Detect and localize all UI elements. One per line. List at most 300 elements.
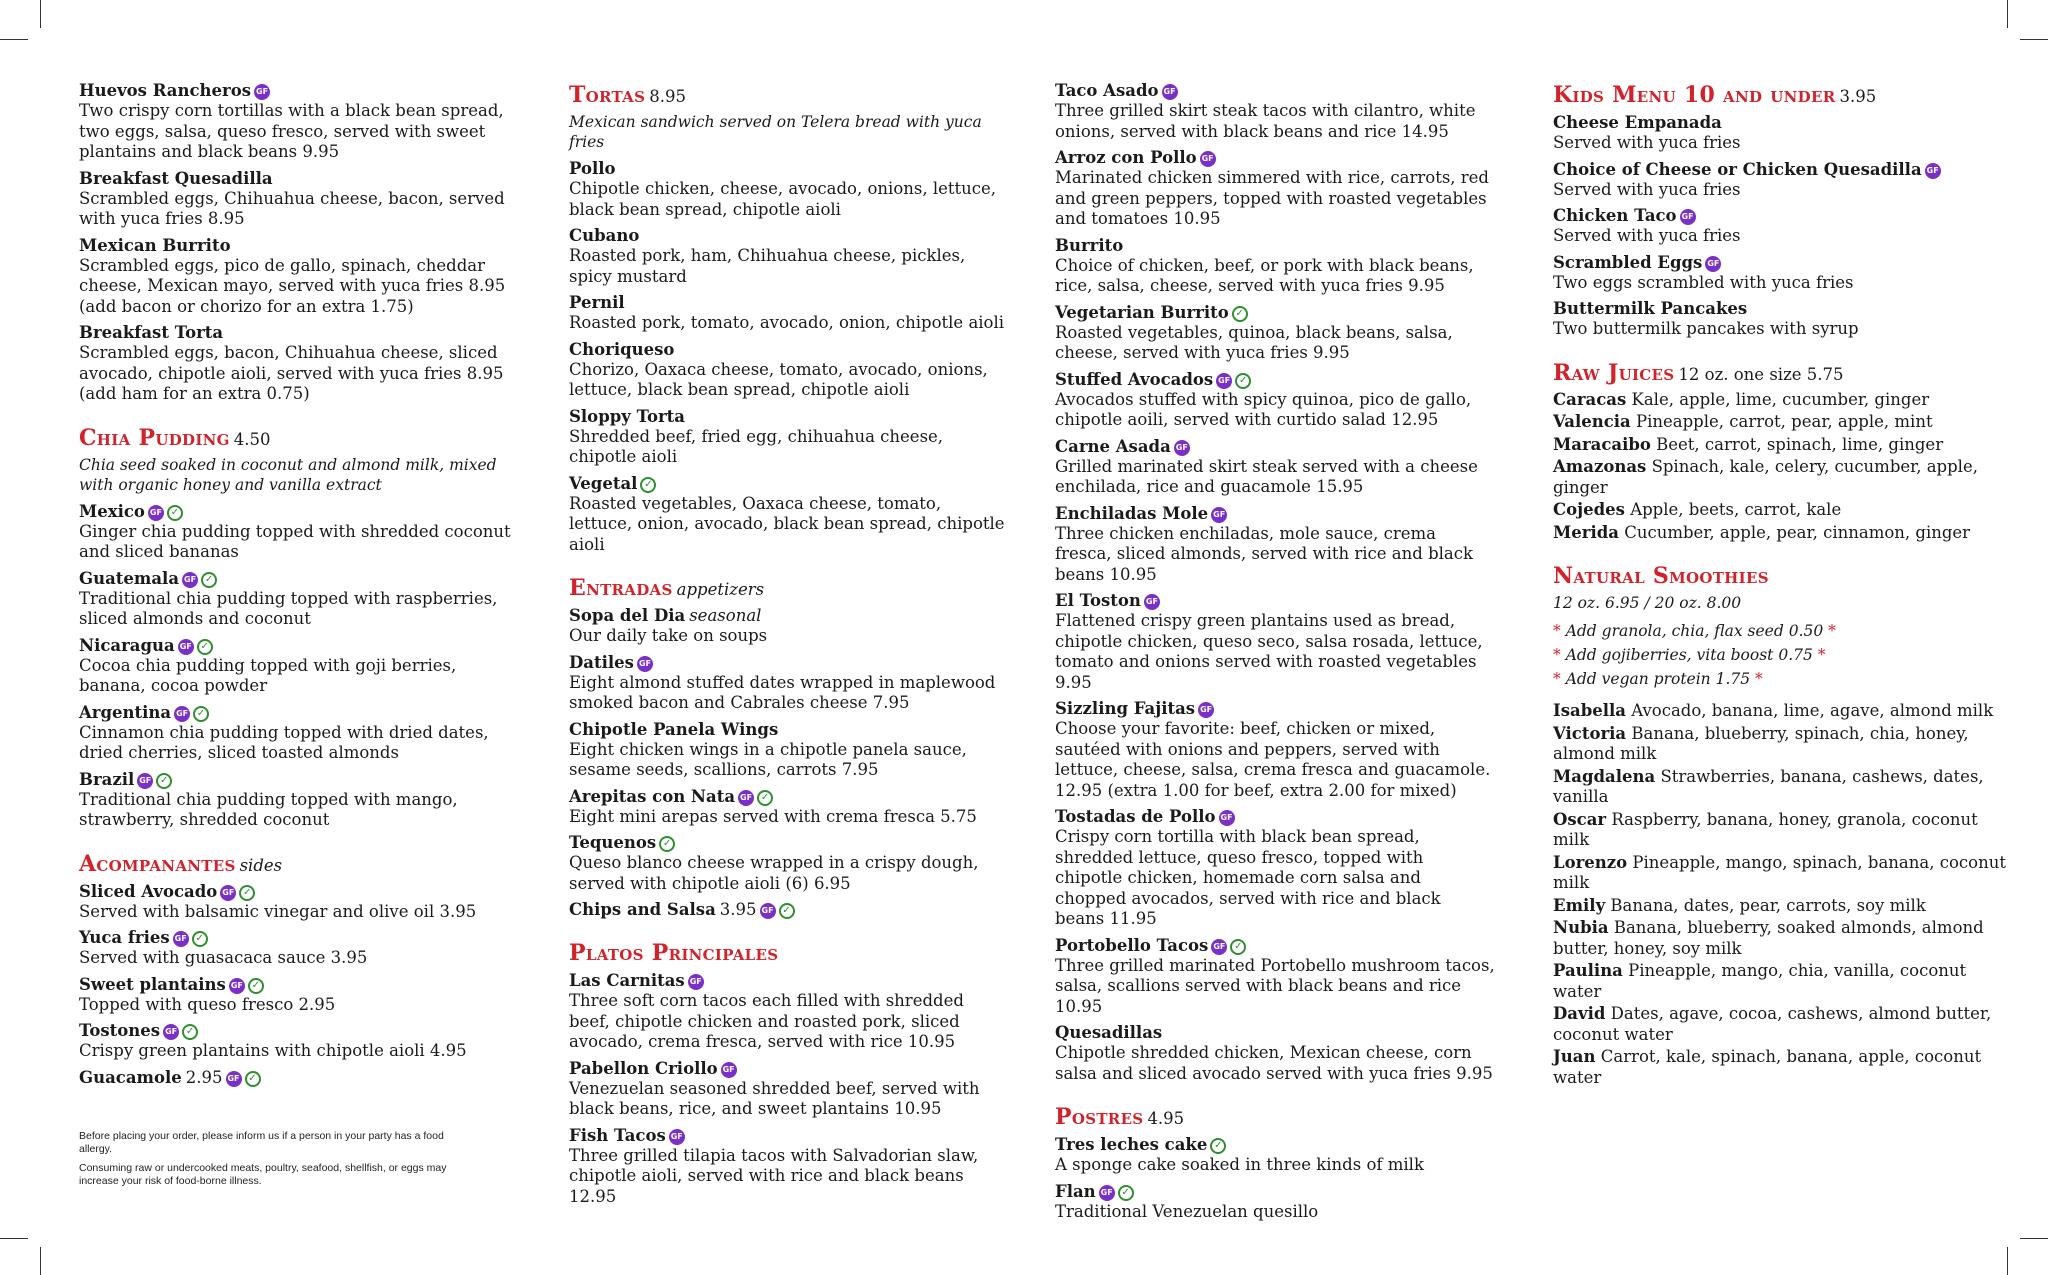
item-name: Scrambled Eggs: [1553, 252, 1703, 272]
menu-item: [79, 881, 519, 923]
asterisk-icon: *: [1812, 646, 1826, 664]
section-header: [79, 423, 519, 455]
menu-item: [79, 80, 519, 163]
menu-item: [569, 473, 1009, 556]
item-description: Ginger chia pudding topped with shredded coconut and sliced bananas: [79, 521, 511, 561]
section-title: Platos Principales: [569, 940, 779, 966]
menu-item: [1055, 436, 1495, 498]
item-name: Merida: [1553, 522, 1619, 542]
section-title: Acompanantes: [79, 850, 236, 877]
item-description: Crispy green plantains with chipotle aioli 4.95: [79, 1041, 467, 1060]
item-name: Vegetarian Burrito: [1055, 302, 1229, 322]
vegetarian-icon: ✓: [192, 931, 208, 947]
item-description: Our daily take on soups: [569, 626, 768, 645]
item-description: Avocados stuffed with spicy quinoa, pico de gallo, chipotle aoili, served with curtido salad 12.95: [1055, 389, 1472, 429]
menu-section: [1553, 358, 2013, 544]
item-description: Served with yuca fries: [1553, 179, 1741, 199]
gluten-free-icon: GF: [1144, 594, 1160, 610]
crop-mark: [40, 0, 41, 28]
item-header: [79, 1020, 519, 1041]
section-header: [1055, 1102, 1495, 1134]
crop-mark: [2007, 0, 2008, 28]
gluten-free-icon: GF: [688, 974, 704, 990]
menu-item: [569, 719, 1009, 781]
section-header: [79, 849, 519, 881]
item-description: Flattened crispy green plantains used as bread, chipotle chicken, queso seco, salsa rosada, lettuce, tomato and onions served with roasted vegetables 9.95: [1055, 611, 1483, 692]
item-name: Yuca fries: [79, 928, 170, 947]
item-header: [1055, 369, 1495, 390]
section-header: [1553, 80, 2013, 112]
menu-column-4: [1553, 80, 2013, 1090]
item-name: Guatemala: [79, 568, 180, 588]
item-name: Vegetal: [569, 473, 638, 493]
gluten-free-icon: GF: [173, 931, 189, 947]
vegetarian-icon: ✓: [1232, 306, 1248, 322]
section-price: 12 oz. one size 5.75: [1678, 364, 1844, 384]
gluten-free-icon: GF: [760, 903, 776, 919]
item-description: Carrot, kale, spinach, banana, apple, coconut water: [1553, 1047, 1982, 1087]
menu-section: [1055, 80, 1495, 1084]
vegetarian-icon: ✓: [640, 477, 656, 493]
asterisk-icon: *: [1553, 670, 1566, 688]
item-description: Scrambled eggs, pico de gallo, spinach, cheddar cheese, Mexican mayo, served with yuca fries 8.95 (add bacon or chorizo for an extra 1.75): [79, 255, 506, 316]
menu-item: [569, 406, 1009, 468]
item-name: Stuffed Avocados: [1055, 369, 1214, 389]
item-description: Venezuelan seasoned shredded beef, served with black beans, rice, and sweet plantains 10.95: [569, 1078, 980, 1118]
crop-mark: [0, 39, 28, 40]
item-header: [1055, 80, 1495, 101]
gluten-free-icon: GF: [669, 1129, 685, 1145]
item-price: 3.95: [719, 900, 757, 919]
item-description: Marinated chicken simmered with rice, carrots, red and green peppers, topped with roasted vegetables and tomatoes 10.95: [1055, 168, 1489, 228]
item-header: [1055, 147, 1495, 168]
menu-item: [1553, 961, 2013, 1002]
section-header: [569, 80, 1009, 112]
item-name: Flan: [1055, 1181, 1096, 1201]
item-name: El Toston: [1055, 591, 1141, 610]
addon-option: [1553, 643, 2013, 667]
menu-item: [79, 702, 519, 764]
menu-column-1: [79, 80, 519, 1093]
vegetarian-icon: ✓: [1118, 1185, 1134, 1201]
item-description: Eight mini arepas served with crema fresca 5.75: [569, 806, 977, 826]
item-name: Isabella: [1553, 701, 1626, 720]
item-description: Traditional chia pudding topped with mango, strawberry, shredded coconut: [79, 789, 458, 829]
item-header: [1055, 436, 1495, 457]
section-note: 12 oz. 6.95 / 20 oz. 8.00: [1553, 594, 1742, 612]
menu-item: [79, 235, 519, 318]
item-name: Valencia: [1553, 412, 1631, 431]
gluten-free-icon: GF: [1198, 702, 1214, 718]
vegetarian-icon: ✓: [248, 978, 264, 994]
item-header: [79, 769, 519, 790]
section-title: Postres: [1055, 1104, 1144, 1130]
item-name: Pabellon Criollo: [569, 1058, 718, 1078]
menu-item: [569, 292, 1009, 334]
menu-section: [79, 849, 519, 1088]
item-description: Spinach, kale, celery, cucumber, apple, ginger: [1553, 457, 1978, 497]
section-title: Tortas: [569, 82, 646, 108]
item-name: Breakfast Quesadilla: [79, 168, 273, 188]
menu-item: [1055, 1022, 1495, 1084]
menu-item: [1553, 252, 2013, 294]
item-description: Traditional Venezuelan quesillo: [1055, 1201, 1319, 1221]
section-subtitle: sides: [239, 855, 283, 875]
item-description: Cinnamon chia pudding topped with dried dates, dried cherries, sliced toasted almonds: [79, 722, 489, 762]
vegetarian-icon: ✓: [193, 706, 209, 722]
item-description: Three soft corn tacos each filled with shredded beef, chipotle chicken and roasted pork, sliced avocado, crema fresca, served with rice 10.95: [569, 991, 964, 1051]
menu-item: [1055, 1134, 1495, 1176]
menu-section: [1553, 561, 2013, 1088]
gluten-free-icon: GF: [137, 773, 153, 789]
item-name: Magdalena: [1553, 766, 1656, 786]
menu-item: [1553, 412, 2013, 433]
section-title: Entradas: [569, 575, 673, 601]
item-header: [1055, 1134, 1495, 1155]
gluten-free-icon: GF: [1216, 373, 1232, 389]
vegetarian-icon: ✓: [201, 572, 217, 588]
item-name: Fish Tacos: [569, 1125, 666, 1145]
menu-item: [79, 568, 519, 630]
item-name: Cheese Empanada: [1553, 113, 1722, 132]
menu-item: [1055, 1181, 1495, 1223]
item-description: Raspberry, banana, honey, granola, coconut milk: [1553, 809, 1978, 849]
section-note: Chia seed soaked in coconut and almond milk, mixed with organic honey and vanilla extract: [79, 455, 497, 494]
vegetarian-icon: ✓: [659, 836, 675, 852]
menu-item: [1553, 112, 2013, 154]
item-name: Carne Asada: [1055, 436, 1171, 456]
item-description: Kale, apple, lime, cucumber, ginger: [1631, 389, 1930, 409]
item-description: Pineapple, mango, chia, vanilla, coconut water: [1553, 961, 1967, 1001]
gluten-free-icon: GF: [1219, 810, 1235, 826]
item-header: [79, 702, 519, 723]
allergy-note: Before placing your order, please inform us if a person in your party has a food allergy.: [79, 1130, 444, 1155]
menu-item: [1553, 767, 2013, 808]
gluten-free-icon: GF: [226, 1071, 242, 1087]
item-header: [79, 80, 519, 101]
menu-item: [1553, 918, 2013, 959]
addon-list: [1553, 619, 2013, 691]
menu-column-2: [569, 80, 1009, 1212]
gluten-free-icon: GF: [1200, 151, 1216, 167]
item-name: Sopa del Dia: [569, 606, 686, 625]
item-header: [569, 406, 1009, 427]
section-header: [1553, 561, 2013, 593]
item-name: Lorenzo: [1553, 852, 1628, 872]
section-note: Mexican sandwich served on Telera bread with yuca fries: [569, 113, 982, 151]
item-name: David: [1553, 1004, 1606, 1023]
menu-item: [1553, 896, 2013, 917]
addon-text: Add granola, chia, flax seed 0.50: [1565, 622, 1824, 640]
section-title: Chia Pudding: [79, 424, 230, 451]
item-name: Cojedes: [1553, 500, 1625, 519]
item-description: Queso blanco cheese wrapped in a crispy dough, served with chipotle aioli (6) 6.95: [569, 853, 979, 893]
item-header: [569, 339, 1009, 360]
item-name: Chips and Salsa: [569, 900, 716, 919]
item-name: Mexican Burrito: [79, 235, 231, 255]
item-header: [569, 605, 1009, 626]
menu-item: [79, 168, 519, 230]
gluten-free-icon: GF: [1211, 507, 1227, 523]
item-name: Oscar: [1553, 809, 1607, 829]
menu-item: [79, 927, 519, 969]
item-header: [79, 168, 519, 189]
item-name: Victoria: [1553, 723, 1627, 743]
menu-section: [1055, 1102, 1495, 1222]
item-description: Served with guasacaca sauce 3.95: [79, 948, 368, 967]
item-name: Huevos Rancheros: [79, 81, 252, 100]
crop-mark: [2007, 1247, 2008, 1275]
menu-item: [1055, 147, 1495, 230]
asterisk-icon: *: [1553, 622, 1566, 640]
item-name: Buttermilk Pancakes: [1553, 299, 1748, 318]
gluten-free-icon: GF: [229, 978, 245, 994]
menu-item: [1055, 235, 1495, 297]
gluten-free-icon: GF: [637, 656, 653, 672]
item-description: Grilled marinated skirt steak served with a cheese enchilada, rice and guacamole 15.95: [1055, 456, 1478, 496]
item-price: 2.95: [185, 1067, 223, 1087]
addon-option: [1553, 667, 2013, 691]
crop-mark: [40, 1247, 41, 1275]
gluten-free-icon: GF: [721, 1062, 737, 1078]
item-header: [569, 1125, 1009, 1146]
section-subtitle: appetizers: [676, 580, 765, 599]
gluten-free-icon: GF: [1162, 84, 1178, 100]
menu-item: [569, 339, 1009, 401]
item-description: Apple, beets, carrot, kale: [1630, 500, 1842, 519]
vegetarian-icon: ✓: [1235, 373, 1251, 389]
item-name: Taco Asado: [1055, 81, 1159, 100]
menu-item: [1055, 80, 1495, 142]
item-name: Amazonas: [1553, 457, 1647, 476]
item-header: [79, 974, 519, 995]
menu-item: [1553, 435, 2013, 456]
vegetarian-icon: ✓: [1230, 939, 1246, 955]
item-header: [1553, 205, 2013, 226]
addon-text: Add vegan protein 1.75: [1565, 670, 1751, 688]
item-description: Roasted vegetables, Oaxaca cheese, tomato, lettuce, onion, avocado, black bean spread, chipotle aioli: [569, 493, 1005, 554]
menu-item: [569, 786, 1009, 828]
section-title: Raw Juices: [1553, 359, 1675, 386]
item-header: [569, 225, 1009, 246]
vegetarian-icon: ✓: [757, 790, 773, 806]
item-name: Chipotle Panela Wings: [569, 719, 779, 739]
menu-item: [569, 158, 1009, 220]
item-name: Quesadillas: [1055, 1023, 1163, 1042]
item-name: Mexico: [79, 501, 145, 521]
item-name: Paulina: [1553, 961, 1623, 980]
item-name: Enchiladas Mole: [1055, 503, 1209, 523]
raw-food-note: Consuming raw or undercooked meats, poultry, seafood, shellfish, or eggs may increase your risk of food-borne illness.: [79, 1162, 447, 1187]
vegetarian-icon: ✓: [156, 773, 172, 789]
item-description: Two buttermilk pancakes with syrup: [1553, 319, 1859, 338]
item-header: [79, 635, 519, 656]
item-description: Served with balsamic vinegar and olive oil 3.95: [79, 901, 477, 921]
item-header: [79, 881, 519, 902]
vegetarian-icon: ✓: [239, 885, 255, 901]
vegetarian-icon: ✓: [245, 1071, 261, 1087]
section-header: [569, 573, 1009, 605]
item-header: [569, 652, 1009, 673]
crop-mark: [2020, 1238, 2048, 1239]
item-header: [1055, 1181, 1495, 1202]
menu-item: [569, 899, 1009, 920]
item-description: Avocado, banana, lime, agave, almond milk: [1631, 701, 1994, 720]
menu-item: [1553, 390, 2013, 411]
vegetarian-icon: ✓: [779, 903, 795, 919]
menu-item: [1055, 935, 1495, 1018]
item-header: [569, 786, 1009, 807]
gluten-free-icon: GF: [1705, 256, 1721, 272]
item-description: Eight chicken wings in a chipotle panela sauce, sesame seeds, scallions, carrots 7.95: [569, 739, 967, 779]
gluten-free-icon: GF: [182, 572, 198, 588]
item-header: [1553, 112, 2013, 133]
section-price: 4.95: [1147, 1109, 1185, 1128]
item-description: Chorizo, Oaxaca cheese, tomato, avocado, onions, lettuce, black bean spread, chipotle aioli: [569, 359, 988, 399]
item-description: Served with yuca fries: [1553, 226, 1741, 245]
item-name: Portobello Tacos: [1055, 935, 1209, 955]
section-header: [569, 938, 1009, 970]
item-name: Chicken Taco: [1553, 206, 1677, 225]
allergy-notes: [79, 1130, 459, 1194]
crop-mark: [2020, 39, 2048, 40]
item-description: Three grilled skirt steak tacos with cilantro, white onions, served with black beans and rice 14.95: [1055, 101, 1476, 141]
gluten-free-icon: GF: [254, 84, 270, 100]
gluten-free-icon: GF: [178, 639, 194, 655]
menu-item: [1055, 698, 1495, 801]
menu-item: [1553, 853, 2013, 894]
menu-item: [569, 225, 1009, 287]
menu-item: [1055, 806, 1495, 930]
item-header: [79, 1067, 519, 1088]
menu-item: [1553, 1004, 2013, 1045]
asterisk-icon: *: [1750, 670, 1763, 688]
item-name: Sliced Avocado: [79, 881, 218, 901]
item-description: Shredded beef, fried egg, chihuahua cheese, chipotle aioli: [569, 426, 944, 466]
item-name: Burrito: [1055, 235, 1124, 255]
item-tag: seasonal: [689, 606, 762, 625]
item-name: Tostones: [79, 1021, 161, 1040]
menu-item: [1553, 500, 2013, 521]
menu-item: [79, 635, 519, 697]
section-title: Kids Menu 10 and under: [1553, 82, 1836, 108]
item-header: [79, 235, 519, 256]
gluten-free-icon: GF: [738, 790, 754, 806]
menu-section: [569, 573, 1009, 920]
item-name: Arroz con Pollo: [1055, 148, 1197, 167]
item-description: Banana, dates, pear, carrots, soy milk: [1610, 895, 1926, 915]
item-description: Chipotle shredded chicken, Mexican cheese, corn salsa and sliced avocado served with yuca fries 9.95: [1055, 1043, 1493, 1083]
item-name: Juan: [1553, 1047, 1596, 1066]
item-header: [1055, 935, 1495, 956]
gluten-free-icon: GF: [220, 885, 236, 901]
item-header: [569, 719, 1009, 740]
section-header: [1553, 358, 2013, 390]
item-header: [79, 501, 519, 522]
item-description: Beet, carrot, spinach, lime, ginger: [1656, 434, 1944, 454]
item-name: Tres leches cake: [1055, 1135, 1208, 1154]
item-description: Banana, blueberry, soaked almonds, almond butter, honey, soy milk: [1553, 918, 1984, 958]
menu-item: [79, 501, 519, 563]
menu-item: [569, 652, 1009, 714]
item-header: [569, 292, 1009, 313]
item-name: Pernil: [569, 293, 625, 312]
menu-item: [1553, 810, 2013, 851]
menu-item: [569, 970, 1009, 1053]
item-name: Pollo: [569, 159, 616, 178]
item-header: [1055, 235, 1495, 256]
section-title: Natural Smoothies: [1553, 563, 1769, 589]
gluten-free-icon: GF: [1174, 440, 1190, 456]
item-description: Strawberries, banana, cashews, dates, vanilla: [1553, 766, 1984, 806]
item-header: [569, 899, 1009, 920]
asterisk-icon: *: [1823, 622, 1836, 640]
section-price: 4.50: [233, 429, 271, 449]
menu-item: [1055, 503, 1495, 586]
gluten-free-icon: GF: [163, 1024, 179, 1040]
item-description: Crispy corn tortilla with black bean spread, shredded lettuce, queso fresco, topped with chipotle chicken, homemade corn salsa and chopped avocados, served with rice and black beans 11.95: [1055, 827, 1441, 928]
item-description: Three chicken enchiladas, mole sauce, crema fresca, sliced almonds, served with rice and black beans 10.95: [1055, 523, 1473, 584]
item-description: Chipotle chicken, cheese, avocado, onions, lettuce, black bean spread, chipotle aioli: [569, 179, 997, 219]
item-name: Brazil: [79, 769, 135, 789]
item-name: Emily: [1553, 895, 1606, 915]
menu-item: [1553, 457, 2013, 498]
item-header: [1055, 806, 1495, 827]
item-description: Two crispy corn tortillas with a black bean spread, two eggs, salsa, queso fresco, served with sweet plantains and black beans 9.95: [79, 101, 504, 161]
item-description: Scrambled eggs, bacon, Chihuahua cheese, sliced avocado, chipotle aioli, served with yuca fries 8.95 (add ham for an extra 0.75): [79, 343, 504, 403]
item-description: Roasted vegetables, quinoa, black beans, salsa, cheese, served with yuca fries 9.95: [1055, 322, 1453, 362]
menu-item: [569, 605, 1009, 647]
menu-item: [1553, 159, 2013, 201]
item-header: [79, 927, 519, 948]
item-description: Three grilled marinated Portobello mushroom tacos, salsa, scallions served with black beans and rice 10.95: [1055, 955, 1495, 1016]
menu-section: [79, 423, 519, 831]
section-price: 3.95: [1839, 87, 1877, 106]
item-header: [1055, 1022, 1495, 1043]
item-description: Cocoa chia pudding topped with goji berries, banana, cocoa powder: [79, 655, 457, 695]
menu-section: [79, 80, 519, 405]
item-header: [1553, 252, 2013, 273]
menu-column-3: [1055, 80, 1495, 1227]
item-header: [569, 158, 1009, 179]
item-name: Maracaibo: [1553, 434, 1651, 454]
menu-item: [79, 974, 519, 1016]
item-name: Caracas: [1553, 389, 1627, 409]
gluten-free-icon: GF: [148, 505, 164, 521]
item-header: [79, 568, 519, 589]
gluten-free-icon: GF: [1680, 209, 1696, 225]
item-name: Arepitas con Nata: [569, 786, 736, 806]
menu-item: [79, 769, 519, 831]
item-description: Two eggs scrambled with yuca fries: [1553, 272, 1854, 292]
asterisk-icon: *: [1553, 646, 1566, 664]
item-description: Dates, agave, cocoa, cashews, almond butter, coconut water: [1553, 1004, 1992, 1044]
item-name: Nubia: [1553, 918, 1609, 937]
item-description: Served with yuca fries: [1553, 133, 1741, 152]
menu-section: [569, 80, 1009, 555]
menu-item: [79, 1020, 519, 1062]
item-header: [569, 832, 1009, 853]
menu-item: [1553, 298, 2013, 340]
item-description: Scrambled eggs, Chihuahua cheese, bacon, served with yuca fries 8.95: [79, 188, 505, 228]
menu-item: [1055, 590, 1495, 693]
menu-section: [569, 938, 1009, 1207]
item-name: Choriqueso: [569, 339, 675, 359]
item-header: [1553, 298, 2013, 319]
item-name: Breakfast Torta: [79, 323, 224, 342]
menu-item: [1553, 1047, 2013, 1088]
item-header: [569, 473, 1009, 494]
